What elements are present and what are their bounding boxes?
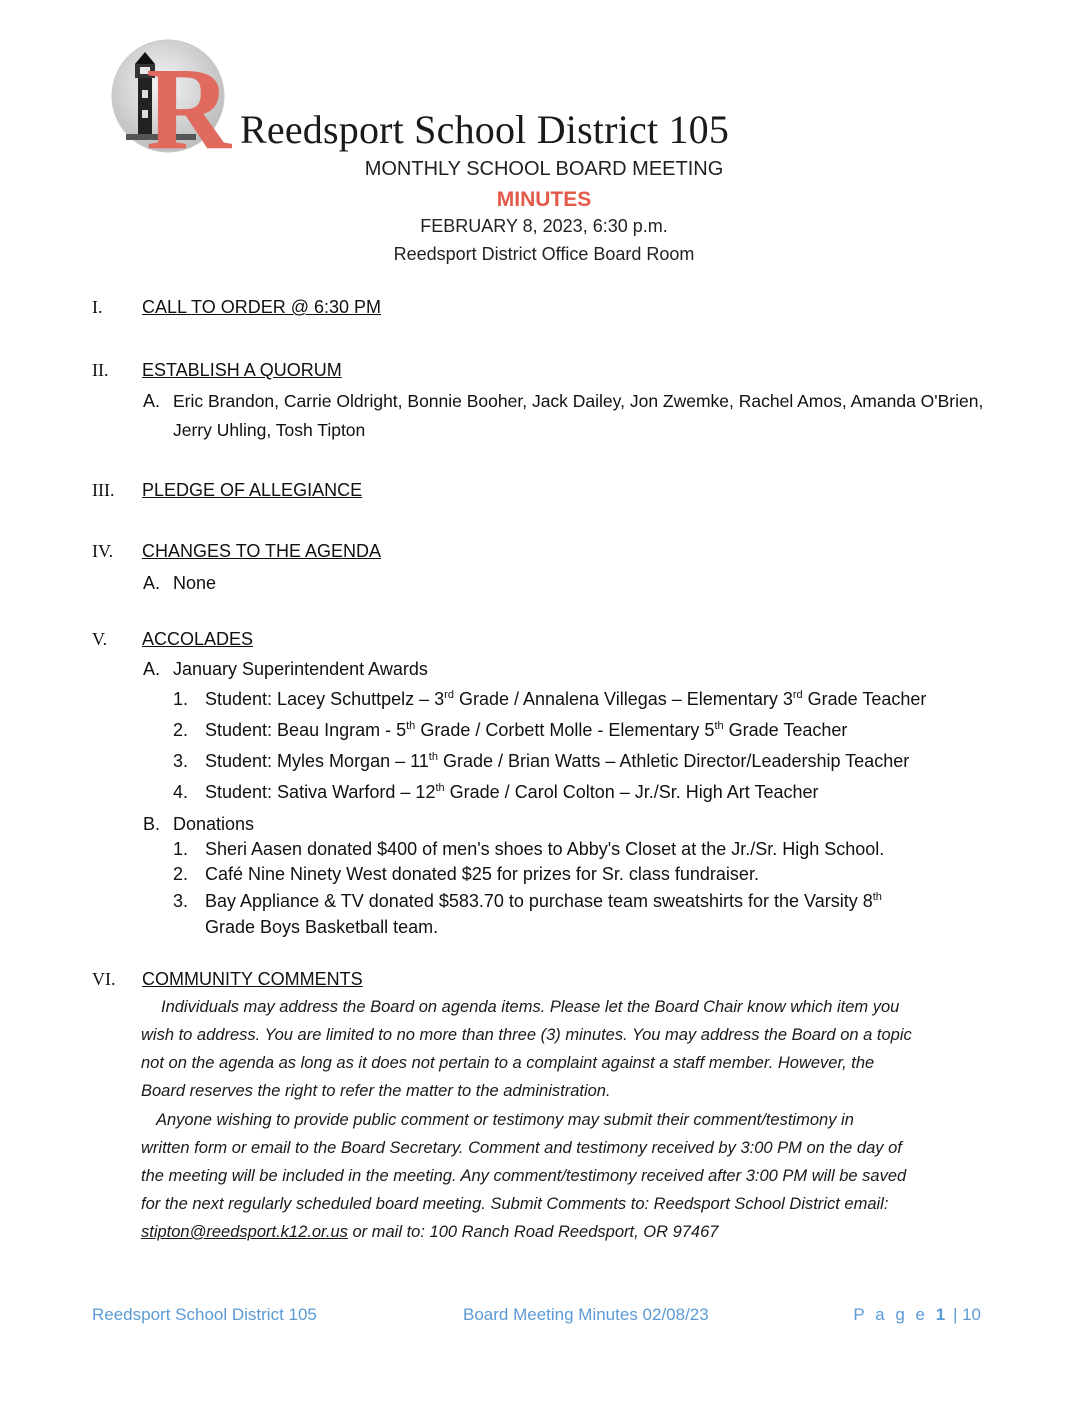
comments-paragraph-line: for the next regularly scheduled board meeting. Submit Comments to: Reedsport School District email: xyxy=(141,1195,889,1213)
section-title: PLEDGE OF ALLEGIANCE xyxy=(142,480,363,500)
award-item: Student: Lacey Schuttpelz – 3rd Grade / Annalena Villegas – Elementary 3rd Grade Teacher xyxy=(205,689,927,709)
meeting-location: Reedsport District Office Board Room xyxy=(393,244,695,264)
section-number: III. xyxy=(92,480,115,500)
footer-doc-title: Board Meeting Minutes 02/08/23 xyxy=(463,1305,709,1324)
comments-paragraph-line: the meeting will be included in the meeting. Any comment/testimony received after 3:00 PM will be saved xyxy=(141,1167,907,1185)
comments-paragraph-line: written form or email to the Board Secretary. Comment and testimony received by 3:00 PM on the day of xyxy=(141,1139,902,1157)
section-number: I. xyxy=(92,297,103,317)
donation-number: 2. xyxy=(173,864,189,884)
section-number: VI. xyxy=(92,969,116,989)
item-label: A. xyxy=(143,573,161,593)
donation-number: 1. xyxy=(173,839,189,859)
section-number: II. xyxy=(92,360,109,380)
section-title: COMMUNITY COMMENTS xyxy=(142,969,363,989)
item-label: A. xyxy=(143,659,161,679)
footer-district: Reedsport School District 105 xyxy=(92,1305,317,1324)
award-number: 4. xyxy=(173,782,189,802)
item-label: A. xyxy=(143,391,161,411)
district-name: Reedsport School District 105 xyxy=(240,107,730,152)
section-title: ESTABLISH A QUORUM xyxy=(142,360,342,380)
agenda-changes-text: None xyxy=(173,573,217,593)
award-item: Student: Sativa Warford – 12th Grade / Carol Colton – Jr./Sr. High Art Teacher xyxy=(205,782,819,802)
footer-page-number: P a g e 1 | 10 xyxy=(853,1305,981,1324)
award-item: Student: Beau Ingram - 5th Grade / Corbett Molle - Elementary 5th Grade Teacher xyxy=(205,720,848,740)
donation-number: 3. xyxy=(173,891,189,911)
award-item: Student: Myles Morgan – 11th Grade / Brian Watts – Athletic Director/Leadership Teacher xyxy=(205,751,910,771)
logo-letter: R xyxy=(146,43,232,154)
section-number: IV. xyxy=(92,541,114,561)
comments-paragraph-line: Anyone wishing to provide public comment or testimony may submit their comment/testimony in xyxy=(156,1111,854,1129)
district-logo xyxy=(108,38,232,154)
quorum-members-line2: Jerry Uhling, Tosh Tipton xyxy=(173,420,366,440)
section-title: CHANGES TO THE AGENDA xyxy=(142,541,382,561)
doc-type-heading: MINUTES xyxy=(496,188,592,211)
donation-item: Bay Appliance & TV donated $583.70 to purchase team sweatshirts for the Varsity 8th xyxy=(205,891,882,911)
email-link[interactable]: stipton@reedsport.k12.or.us xyxy=(141,1223,348,1241)
meeting-title: MONTHLY SCHOOL BOARD MEETING xyxy=(364,158,724,180)
item-label: B. xyxy=(143,814,161,834)
award-number: 2. xyxy=(173,720,189,740)
meeting-date: FEBRUARY 8, 2023, 6:30 p.m. xyxy=(420,216,668,236)
section-title: CALL TO ORDER @ 6:30 PM xyxy=(142,297,382,317)
award-number: 3. xyxy=(173,751,189,771)
quorum-members-line1: Eric Brandon, Carrie Oldright, Bonnie Booher, Jack Dailey, Jon Zwemke, Rachel Amos, Amanda O'Brien, xyxy=(173,391,984,411)
award-number: 1. xyxy=(173,689,189,709)
comments-paragraph-line: wish to address. You are limited to no more than three (3) minutes. You may address the Board on a topic xyxy=(141,1026,912,1044)
donation-item: Café Nine Ninety West donated $25 for prizes for Sr. class fundraiser. xyxy=(205,864,759,884)
comments-paragraph-line: Board reserves the right to refer the matter to the administration. xyxy=(141,1082,611,1100)
donation-item-continued: Grade Boys Basketball team. xyxy=(205,917,439,937)
comments-paragraph-line: not on the agenda as long as it does not pertain to a complaint against a staff member. However, the xyxy=(141,1054,875,1072)
comments-paragraph-line: stipton@reedsport.k12.or.us or mail to: 100 Ranch Road Reedsport, OR 97467 xyxy=(141,1223,719,1241)
donations-heading: Donations xyxy=(173,814,255,834)
donation-item: Sheri Aasen donated $400 of men's shoes to Abby's Closet at the Jr./Sr. High School. xyxy=(205,839,885,859)
comments-paragraph-line: Individuals may address the Board on agenda items. Please let the Board Chair know which item you xyxy=(161,998,900,1016)
awards-heading: January Superintendent Awards xyxy=(173,659,428,679)
section-title: ACCOLADES xyxy=(142,629,254,649)
section-number: V. xyxy=(92,629,108,649)
